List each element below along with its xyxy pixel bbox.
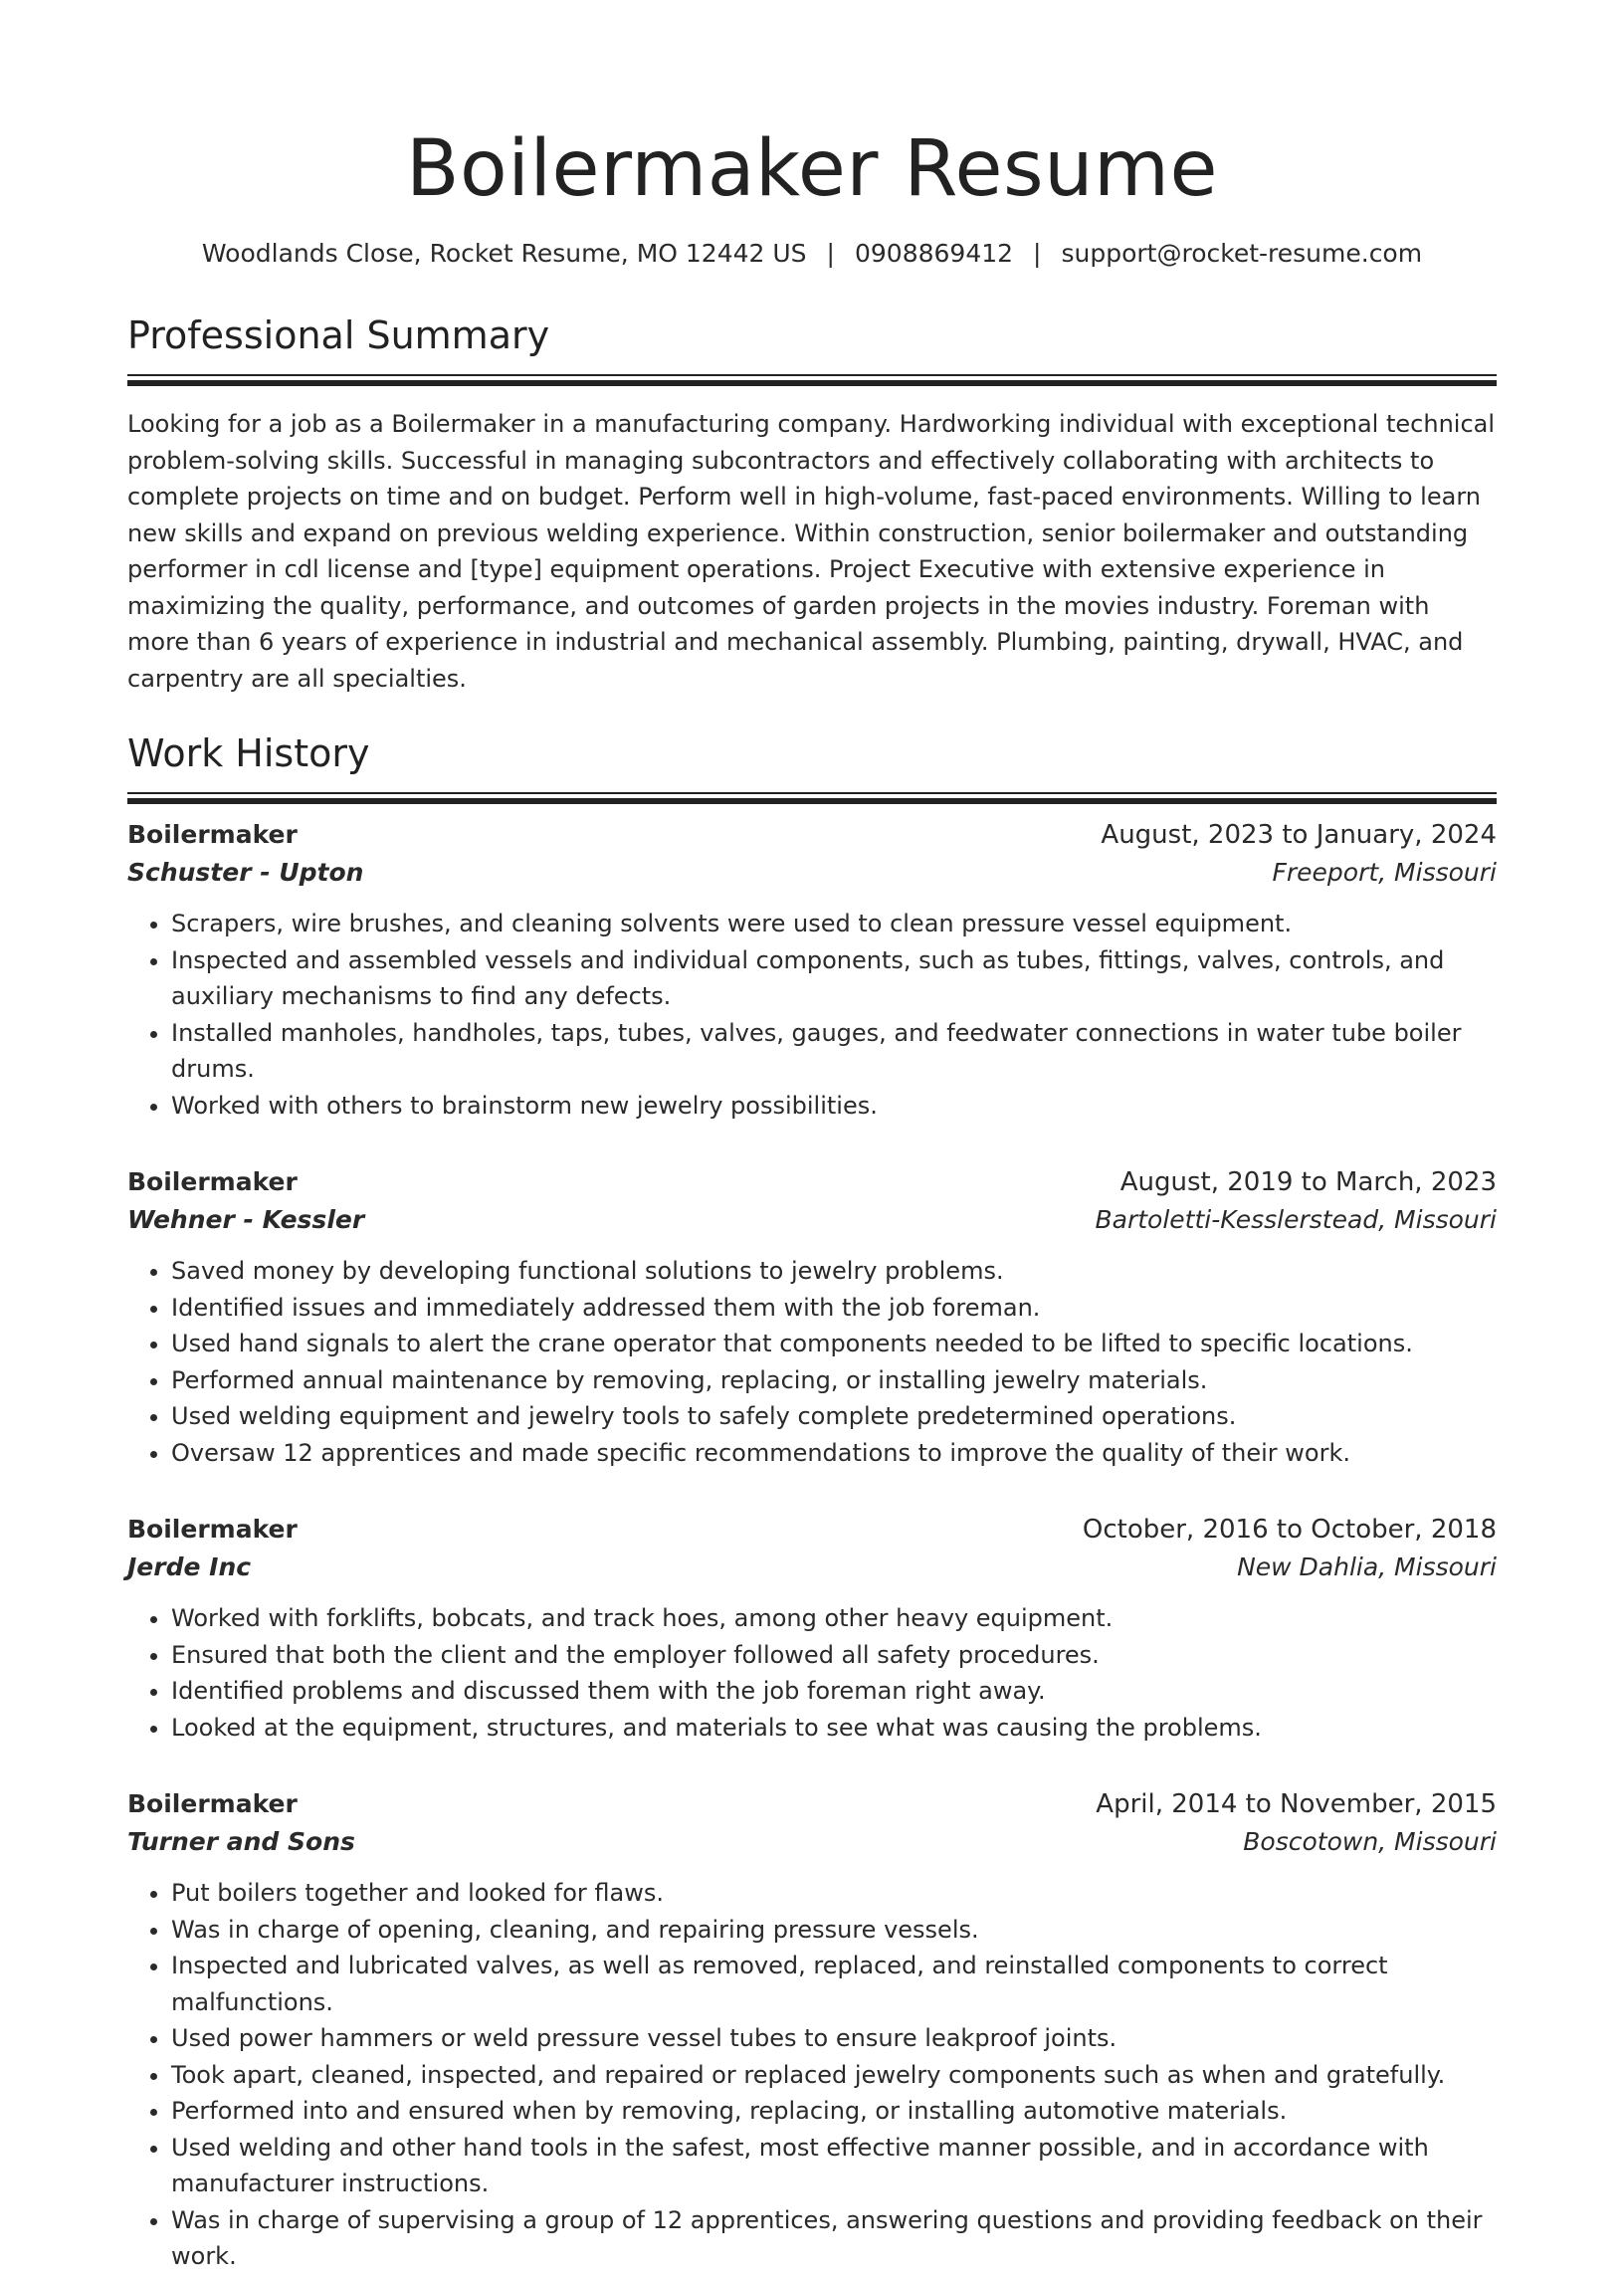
job-list [127, 816, 1497, 2275]
job-title: Boilermaker [127, 820, 298, 849]
job-entry [127, 816, 1497, 1124]
job-entry [127, 1785, 1497, 2275]
job-bullet: • Ensured that both the client and the employer followed all safety procedures. [171, 1637, 1497, 1674]
section-divider [127, 792, 1497, 794]
contact-separator: | [826, 239, 835, 268]
section-heading-summary: Professional Summary [127, 313, 550, 357]
job-bullet-list [127, 1253, 1497, 1471]
job-bullet: • Used welding and other hand tools in the safest, most effective manner possible, and in accordance with manufacturer instructions. [171, 2130, 1497, 2202]
job-company: Jerde Inc [127, 1552, 252, 1581]
job-bullet: • Saved money by developing functional solutions to jewelry problems. [171, 1253, 1497, 1290]
job-bullet: • Scrapers, wire brushes, and cleaning solvents were used to clean pressure vessel equipment. [171, 906, 1497, 942]
job-location: New Dahlia, Missouri [1237, 1552, 1497, 1581]
job-bullet: • Inspected and assembled vessels and individual components, such as tubes, fittings, valves, controls, and auxiliary mechanisms to find any defects. [171, 942, 1497, 1015]
job-bullet: • Used welding equipment and jewelry tools to safely complete predetermined operations. [171, 1398, 1497, 1435]
job-employer-row [127, 1201, 1497, 1239]
job-bullet: • Was in charge of supervising a group of 12 apprentices, answering questions and providing feedback on their work. [171, 2202, 1497, 2275]
job-employer-row [127, 854, 1497, 892]
summary-text: Looking for a job as a Boilermaker in a manufacturing company. Hardworking individual with exceptional technical problem-solving skills. Successful in managing subcontractors and effectively collaborating with architects to complete projects on time and on budget. Perform well in high-volume, fast-paced environments. Willing to learn new skills and expand on previous welding experience. Within construction, senior boilermaker and outstanding performer in cdl license and [type] equipment operations. Project Executive with extensive experience in maximizing the quality, performance, and outcomes of garden projects in the movies industry. Foreman with more than 6 years of experience in industrial and mechanical assembly. Plumbing, painting, drywall, HVAC, and carpentry are all specialties. [127, 410, 1496, 693]
job-bullet-list [127, 906, 1497, 1124]
job-bullet: • Used hand signals to alert the crane operator that components needed to be lifted to specific locations. [171, 1326, 1497, 1362]
job-header-row [127, 1163, 1497, 1201]
resume-page [127, 0, 1497, 2275]
job-bullet: • Worked with forklifts, bobcats, and track hoes, among other heavy equipment. [171, 1600, 1497, 1637]
contact-line [127, 237, 1497, 271]
contact-phone: 0908869412 [854, 239, 1014, 268]
job-dates: August, 2023 to January, 2024 [1101, 820, 1497, 850]
work-history-section [127, 728, 1497, 2275]
job-bullet: • Oversaw 12 apprentices and made specific recommendations to improve the quality of their work. [171, 1435, 1497, 1472]
job-employer-row [127, 1549, 1497, 1586]
job-bullet: • Performed into and ensured when by removing, replacing, or installing automotive materials. [171, 2093, 1497, 2130]
contact-address: Woodlands Close, Rocket Resume, MO 12442 US [201, 239, 807, 268]
job-bullet: • Looked at the equipment, structures, and materials to see what was causing the problems. [171, 1710, 1497, 1747]
job-bullet: • Installed manholes, handholes, taps, tubes, valves, gauges, and feedwater connections in water tube boiler drums. [171, 1015, 1497, 1088]
job-title: Boilermaker [127, 1515, 298, 1544]
job-bullet: • Took apart, cleaned, inspected, and repaired or replaced jewelry components such as when and gratefully. [171, 2057, 1497, 2094]
resume-title: Boilermaker Resume [405, 124, 1218, 214]
job-bullet: • Inspected and lubricated valves, as well as removed, replaced, and reinstalled components to correct malfunctions. [171, 1948, 1497, 2020]
job-company: Wehner - Kessler [127, 1205, 365, 1234]
job-company: Schuster - Upton [127, 858, 364, 887]
job-dates: October, 2016 to October, 2018 [1082, 1515, 1497, 1545]
job-bullet: • Used power hammers or weld pressure vessel tubes to ensure leakproof joints. [171, 2020, 1497, 2057]
job-entry [127, 1163, 1497, 1471]
job-bullet: • Performed annual maintenance by removing, replacing, or installing jewelry materials. [171, 1362, 1497, 1399]
contact-separator: | [1033, 239, 1042, 268]
section-divider [127, 374, 1497, 376]
job-header-row [127, 1511, 1497, 1549]
contact-email: support@rocket-resume.com [1061, 239, 1423, 268]
job-dates: April, 2014 to November, 2015 [1096, 1789, 1497, 1819]
job-bullet-list [127, 1875, 1497, 2275]
job-employer-row [127, 1823, 1497, 1861]
job-company: Turner and Sons [127, 1827, 355, 1856]
job-location: Boscotown, Missouri [1243, 1827, 1497, 1856]
job-location: Bartoletti-Kesslerstead, Missouri [1095, 1205, 1497, 1234]
job-bullet-list [127, 1600, 1497, 1746]
job-bullet: • Worked with others to brainstorm new jewelry possibilities. [171, 1088, 1497, 1125]
job-location: Freeport, Missouri [1272, 858, 1497, 887]
job-bullet: • Identified issues and immediately addressed them with the job foreman. [171, 1290, 1497, 1327]
job-title: Boilermaker [127, 1167, 298, 1196]
job-title: Boilermaker [127, 1789, 298, 1818]
professional-summary-section [127, 310, 1497, 697]
job-dates: August, 2019 to March, 2023 [1119, 1167, 1497, 1197]
job-entry [127, 1511, 1497, 1746]
job-header-row [127, 1785, 1497, 1823]
job-bullet: • Was in charge of opening, cleaning, and repairing pressure vessels. [171, 1912, 1497, 1949]
job-header-row [127, 816, 1497, 854]
job-bullet: • Put boilers together and looked for flaws. [171, 1875, 1497, 1912]
job-bullet: • Identified problems and discussed them with the job foreman right away. [171, 1673, 1497, 1710]
section-heading-work: Work History [127, 731, 370, 775]
